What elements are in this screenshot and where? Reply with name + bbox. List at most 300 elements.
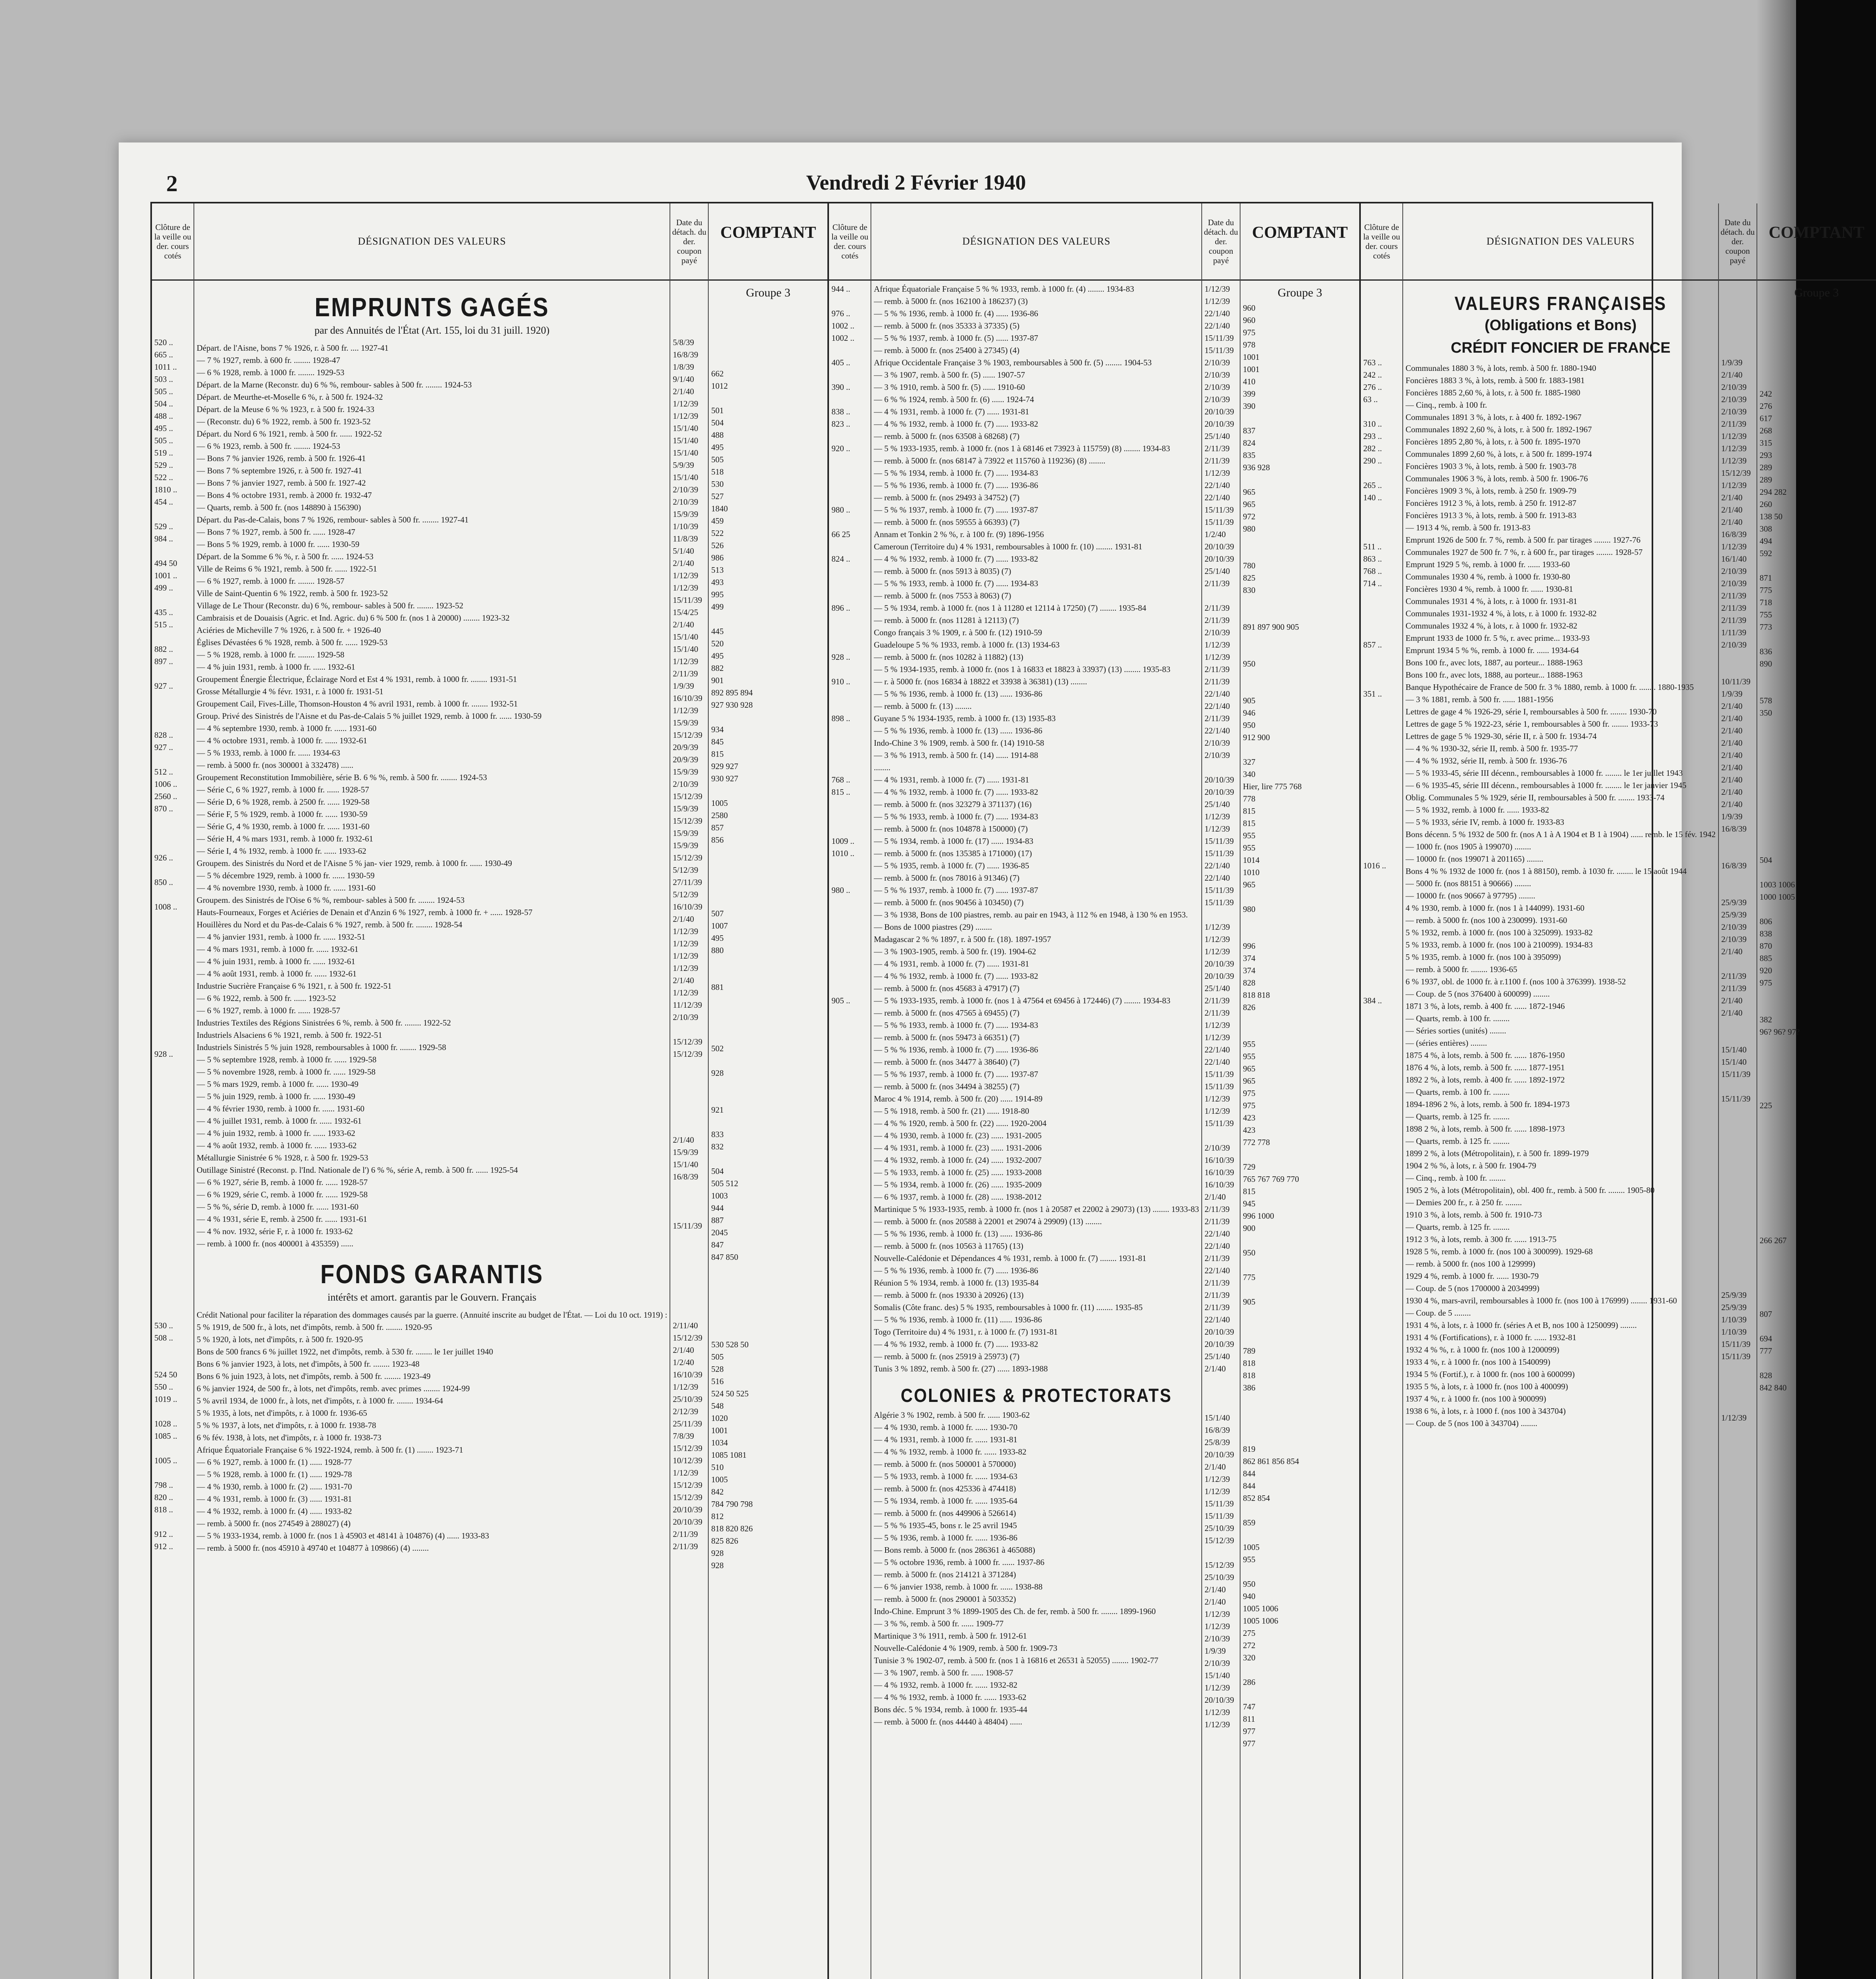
cloture-value: 265 ..	[1363, 481, 1382, 490]
security-name: — 5 % novembre 1928, remb. à 1000 fr. ...... 1929-58	[197, 1067, 376, 1077]
coupon-date: 16/10/39	[673, 902, 702, 912]
comptant-value	[1760, 633, 1874, 646]
coupon-date: 15/11/39	[1721, 1069, 1751, 1079]
coupon-date: 1/12/39	[1205, 640, 1230, 650]
comptant-value	[1760, 1038, 1874, 1050]
cloture-value: 550 ..	[154, 1382, 173, 1392]
security-name: Départ. de la Somme 6 % %, r. à 500 fr. ...... 1924-53	[197, 552, 374, 561]
comptant-value: 423	[1243, 1125, 1256, 1135]
coupon-date	[1721, 1363, 1754, 1375]
comptant-value	[1760, 866, 1874, 879]
coupon-date: 2/10/39	[673, 1012, 698, 1022]
security-name: Communales 1931-1932 4 %, à lots, r. à 1000 fr. 1932-82	[1406, 609, 1597, 618]
cloture-value	[154, 1171, 191, 1183]
coupon-date: 1/12/39	[1205, 1474, 1230, 1484]
security-name: — remb. à 5000 fr. (nos 35333 à 37335) (5)	[874, 321, 1020, 330]
comptant-value: 578	[1759, 696, 1772, 705]
coupon-date: 2/1/40	[673, 976, 694, 985]
coupon-date	[1721, 1081, 1754, 1093]
comptant-value	[711, 355, 825, 368]
designation-header: DÉSIGNATION DES VALEURS	[194, 203, 670, 281]
comptant-value: 294 282	[1759, 487, 1787, 497]
cloture-value	[831, 1620, 868, 1633]
comptant-value: 818 818	[1243, 990, 1270, 1000]
comptant-value: 995	[711, 590, 724, 599]
security-name: — 6 % janvier 1938, remb. à 1000 fr. ...... 1938-88	[874, 1582, 1043, 1592]
cloture-value	[154, 950, 191, 962]
cloture-value: 505 ..	[154, 387, 173, 396]
security-name: — 4 % novembre 1930, remb. à 1000 fr. ...... 1931-60	[197, 883, 376, 893]
security-name: — remb. à 5000 fr. (nos 5913 à 8035) (7)	[874, 566, 1011, 576]
coupon-date: 1/12/39	[1205, 1094, 1230, 1103]
coupon-date: 2/1/40	[1721, 775, 1743, 784]
cloture-value	[154, 1159, 191, 1171]
coupon-date	[673, 1060, 706, 1073]
coupon-date: 7/8/39	[673, 1431, 694, 1441]
coupon-date: 5/12/39	[673, 890, 698, 899]
security-name: — 4 % 1931, remb. à 1000 fr. (23) ...... 1931-2006	[874, 1143, 1042, 1153]
comptant-value	[1760, 903, 1874, 915]
cloture-value	[154, 1073, 191, 1085]
security-name: Lettres de gage 5 % 1922-23, série 1, remboursables à 500 fr. ........ 1933-73	[1406, 719, 1658, 729]
cloture-value	[831, 1240, 868, 1252]
security-name: Foncières 1909 3 %, à lots, remb. à 250 fr. 1909-79	[1406, 486, 1576, 496]
security-name: 1934 5 % (Fortif.), r. à 1000 fr. (nos 100 à 600099)	[1406, 1369, 1575, 1379]
security-name: Communales 1932 4 %, à lots, r. à 1000 fr. 1932-82	[1406, 621, 1578, 631]
cloture-value	[154, 508, 191, 520]
comptant-value	[1243, 1688, 1357, 1701]
coupon-date: 2/1/40	[1721, 1008, 1743, 1018]
cloture-value: 905 ..	[831, 996, 850, 1005]
coupon-date: 15/11/39	[1205, 505, 1234, 515]
cloture-value	[831, 1584, 868, 1596]
coupon-date: 1/12/39	[1205, 1106, 1230, 1116]
comptant-value: 927 930 928	[711, 700, 753, 710]
cloture-value: 928 ..	[154, 1049, 173, 1059]
comptant-value	[1760, 1320, 1874, 1333]
comptant-value	[1243, 474, 1357, 486]
cloture-value	[1363, 786, 1400, 798]
coupon-date: 2/11/39	[1721, 984, 1747, 993]
cloture-value	[1363, 1301, 1400, 1314]
security-name: 4 % 1930, remb. à 1000 fr. (nos 1 à 144099). 1931-60	[1406, 903, 1585, 913]
security-name: — 5 % % 1936, remb. à 1000 fr. (13) ...... 1936-86	[874, 689, 1043, 699]
cloture-value: 824 ..	[831, 554, 850, 564]
comptant-value: 1012	[711, 381, 728, 391]
cloture-value	[154, 1085, 191, 1097]
cloture-value	[831, 577, 868, 590]
comptant-value: 986	[711, 553, 724, 562]
cloture-value	[831, 1314, 868, 1326]
security-name: — remb. à 5000 fr. (nos 425336 à 474418)	[874, 1484, 1016, 1493]
cloture-value	[831, 430, 868, 443]
cloture-value	[1363, 1387, 1400, 1400]
comptant-value: 882	[711, 663, 724, 673]
page-number: 2	[166, 171, 178, 196]
cloture-value	[154, 815, 191, 827]
coupon-date: 25/9/39	[1721, 1303, 1747, 1312]
cloture-value	[831, 982, 868, 995]
security-name: Communales 1891 3 %, à lots, r. à 400 fr. 1892-1967	[1406, 412, 1582, 422]
security-name: 6 % 1937, obl. de 1000 fr. à r.1100 f. (nos 100 à 376399). 1938-52	[1406, 977, 1626, 986]
coupon-date: 2/11/39	[673, 1529, 698, 1539]
comptant-value	[1760, 1124, 1874, 1136]
cloture-value: 140 ..	[1363, 493, 1382, 502]
cloture-value: 928 ..	[831, 652, 850, 662]
comptant-value: 780	[1243, 561, 1256, 570]
cloture-value	[831, 1669, 868, 1682]
cloture-value: 515 ..	[154, 620, 173, 629]
cloture-value	[831, 1449, 868, 1461]
cloture-value: 910 ..	[831, 677, 850, 686]
security-name: 1871 3 %, à lots, remb. à 400 fr. ...... 1872-1946	[1406, 1001, 1565, 1011]
comptant-value: 972	[1243, 512, 1256, 521]
cloture-value	[1363, 602, 1400, 614]
cloture-value	[1363, 1117, 1400, 1130]
cloture-value: 1019 ..	[154, 1394, 177, 1404]
comptant-value: 510	[711, 1462, 724, 1472]
coupon-date: 1/12/39	[1205, 1020, 1230, 1030]
spacer	[673, 1290, 706, 1307]
comptant-value: 975	[1243, 328, 1256, 337]
coupon-date: 1/12/39	[1205, 1487, 1230, 1497]
coupon-date: 15/1/40	[1721, 1057, 1747, 1067]
cloture-value: 850 ..	[154, 877, 173, 887]
coupon-date	[1721, 1252, 1754, 1265]
security-name: Afrique Équatoriale Française 5 % % 1933, remb. à 1000 fr. (4) ........ 1934-83	[874, 284, 1134, 294]
security-name: Métallurgie Sinistrée 6 % 1928, r. à 500 fr. 1929-53	[197, 1153, 368, 1162]
designation-header: DÉSIGNATION DES VALEURS	[1403, 203, 1718, 281]
cloture-value: 66 25	[831, 530, 850, 539]
cloture-value	[1363, 725, 1400, 737]
comptant-value: 2580	[711, 811, 728, 820]
coupon-date: 15/11/39	[1721, 1339, 1751, 1349]
coupon-date: 15/12/39	[673, 816, 702, 826]
coupon-date	[1721, 1191, 1754, 1203]
coupon-date: 15/12/39	[673, 730, 702, 740]
coupon-date: 2/1/40	[1721, 738, 1743, 748]
coupon-date	[1721, 1277, 1754, 1289]
coupon-date: 10/11/39	[1721, 677, 1751, 686]
coupon-date: 2/11/39	[1721, 591, 1747, 600]
security-name: Industrie Sucrière Française 6 % 1921, r. à 500 fr. 1922-51	[197, 981, 392, 991]
coupon-date: 2/10/39	[1205, 395, 1230, 404]
spacer	[673, 1244, 706, 1290]
security-name: 5 % 1935, remb. à 1000 fr. (nos 100 à 395099)	[1406, 952, 1561, 962]
security-name: — 4 % % 1932, série II, remb. à 500 fr. 1936-76	[1406, 756, 1567, 765]
coupon-date: 25/1/40	[1205, 566, 1230, 576]
cloture-value: 863 ..	[1363, 554, 1382, 564]
security-name: — remb. à 5000 fr. (nos 45683 à 47917) (7)	[874, 984, 1020, 993]
security-name: — Bons 4 % octobre 1931, remb. à 2000 fr. 1932-47	[197, 490, 372, 500]
coupon-date: 5/12/39	[673, 865, 698, 875]
coupon-date: 2/11/39	[1205, 1303, 1230, 1312]
security-name: — 4 % % 1932, remb. à 1000 fr. (7) ...... 1933-82	[874, 419, 1038, 429]
coupon-date: 10/12/39	[673, 1456, 702, 1466]
cloture-value	[1363, 627, 1400, 639]
security-name: — 4 % % 1932, remb. à 1000 fr. (7) ...... 1933-82	[874, 787, 1038, 797]
cloture-value: 897 ..	[154, 657, 173, 666]
comptant-value: 505 512	[711, 1179, 738, 1188]
comptant-value	[711, 957, 825, 969]
comptant-value	[1760, 1112, 1874, 1124]
comptant-value: 617	[1759, 414, 1772, 423]
coupon-date: 25/1/40	[1205, 431, 1230, 441]
coupon-date	[1721, 958, 1754, 970]
cloture-value	[831, 749, 868, 762]
coupon-date: 15/1/40	[673, 424, 698, 433]
security-name: — 5000 fr. (nos 88151 à 90666) ........	[1406, 879, 1531, 888]
cloture-value	[831, 1216, 868, 1228]
coupon-date: 1/12/39	[1205, 1720, 1230, 1730]
coupon-date: 15/9/39	[673, 828, 698, 838]
coupon-date: 1/12/39	[1721, 431, 1747, 441]
cloture-value: 714 ..	[1363, 579, 1382, 588]
comptant-value: 1005	[711, 798, 728, 808]
security-name: Foncières 1913 3 %, à lots, remb. à 500 fr. 1913-83	[1406, 511, 1576, 520]
coupon-date: 1/12/39	[1205, 1033, 1230, 1042]
comptant-value: 818 820 826	[711, 1524, 753, 1534]
security-name: Martinique 3 % 1911, remb. à 500 fr. 1912-61	[874, 1631, 1027, 1641]
comptant-value: 266 267	[1759, 1236, 1787, 1245]
cloture-value: 944 ..	[831, 284, 850, 294]
comptant-value	[1760, 744, 1874, 756]
comptant-value: 399	[1243, 389, 1256, 399]
security-name: Afrique Occidentale Française 3 % 1903, remboursables à 500 fr. (5) ........ 1904-53	[874, 358, 1152, 367]
security-name: Tunisie 3 % 1902-07, remb. à 500 fr. (nos 1 à 16816 et 26531 à 52055) ........ 1902-77	[874, 1656, 1159, 1665]
comptant-value	[1243, 646, 1357, 658]
comptant-value	[1760, 756, 1874, 768]
security-name: — 5 % 1933, remb. à 1000 fr. ...... 1934-63	[197, 748, 340, 758]
comptant-value: 901	[711, 676, 724, 685]
cloture-value	[154, 1232, 191, 1244]
cloture-value	[154, 1405, 191, 1418]
comptant-value	[1760, 1161, 1874, 1173]
security-name: — 1000 fr. (nos 1905 à 199070) ........	[1406, 842, 1531, 851]
cloture-column	[1361, 203, 1403, 1979]
cloture-value	[831, 1154, 868, 1166]
comptant-value: 965	[1243, 1064, 1256, 1073]
coupon-date: 2/1/40	[1721, 726, 1743, 735]
comptant-value	[711, 846, 825, 858]
page-date: Vendredi 2 Février 1940	[806, 171, 1026, 194]
comptant-value: 905	[1243, 1297, 1256, 1307]
cloture-value: 390 ..	[831, 382, 850, 392]
cloture-value: 503 ..	[154, 374, 173, 384]
security-name: Bons 100 fr., avec lots, 1887, au porteur... 1888-1963	[1406, 658, 1583, 667]
comptant-value: 815	[1243, 819, 1256, 828]
comptant-value: 530 528 50	[711, 1340, 749, 1350]
cloture-value	[831, 565, 868, 577]
security-name: — 5 % 1932, remb. à 1000 fr. ...... 1933-82	[1406, 805, 1549, 815]
coupon-date: 2/11/39	[1205, 1204, 1230, 1214]
security-name: — 5 % 1934, remb. à 1000 fr. (nos 1 à 11280 et 12114 à 17250) (7) ........ 1935-84	[874, 603, 1146, 613]
comptant-value: 946	[1243, 708, 1256, 718]
comptant-value: 807	[1759, 1309, 1772, 1319]
spacer	[711, 1263, 825, 1309]
security-name: — 5 % 1933-45, série III décenn., remboursables à 1000 fr. ........ le 1er juillet 1943	[1406, 768, 1683, 778]
coupon-date: 2/1/40	[673, 1135, 694, 1145]
coupon-date: 25/9/39	[1721, 1290, 1747, 1300]
security-name: — remb. à 5000 fr. (nos 300001 à 332478) ......	[197, 760, 354, 770]
security-name: Lettres de gage 4 % 1926-29, série I, remboursables à 500 fr. ........ 1930-70	[1406, 707, 1657, 716]
cloture-value	[1363, 1314, 1400, 1326]
comptant-value: 815	[711, 749, 724, 759]
cloture-value: 499 ..	[154, 583, 173, 593]
comptant-value	[1243, 1235, 1357, 1247]
security-name: 1931 4 % (Fortifications), r. à 1000 fr. ...... 1932-81	[1406, 1333, 1576, 1342]
comptant-value: 862 861 856 854	[1243, 1457, 1299, 1466]
cloture-value	[831, 1424, 868, 1436]
coupon-date: 2/1/40	[1721, 947, 1743, 956]
coupon-date: 15/11/39	[1205, 333, 1234, 343]
cloture-value	[831, 737, 868, 749]
comptant-value	[1243, 1333, 1357, 1345]
coupon-date: 15/9/39	[673, 509, 698, 519]
security-name: Églises Dévastées 6 % 1928, remb. à 500 fr. ...... 1929-53	[197, 638, 388, 647]
cloture-value	[1363, 1289, 1400, 1301]
cloture-value	[831, 1363, 868, 1375]
comptant-value: 837	[1243, 426, 1256, 435]
security-name: — 4 % 1930, remb. à 1000 fr. (23) ...... 1931-2005	[874, 1131, 1042, 1140]
security-name: — 3 % 1907, remb. à 500 fr. ...... 1908-57	[874, 1668, 1013, 1677]
comptant-value: 833	[711, 1130, 724, 1139]
cloture-value: 882 ..	[154, 644, 173, 654]
coupon-date: 2/11/39	[1205, 444, 1230, 453]
comptant-value: 1005 1006	[1243, 1616, 1278, 1626]
cloture-value	[831, 1068, 868, 1081]
coupon-date: 15/9/39	[673, 718, 698, 727]
security-name: — 5 % % 1936, remb. à 1000 fr. (7) ...... 1936-86	[874, 1266, 1038, 1275]
security-name: 5 % 1920, à lots, net d'impôts, r. à 500 fr. 1920-95	[197, 1335, 363, 1344]
coupon-date: 1/12/39	[673, 411, 698, 421]
comptant-value	[1760, 376, 1874, 388]
coupon-date: 16/8/39	[1205, 1425, 1230, 1435]
cloture-value: 63 ..	[1363, 395, 1378, 404]
comptant-value: 1034	[711, 1438, 728, 1448]
comptant-value	[1760, 1431, 1874, 1443]
cloture-value	[1363, 774, 1400, 786]
coupon-date: 2/1/40	[673, 914, 694, 924]
security-name: — 4 % nov. 1932, série F, r. à 1000 fr. 1933-62	[197, 1227, 353, 1236]
cloture-header: Clôture de la veille ou der. cours cotés	[152, 203, 193, 281]
security-name: — 4 % août 1931, remb. à 1000 fr. ...... 1932-61	[197, 969, 357, 978]
comptant-value: 592	[1759, 549, 1772, 558]
comptant-value: 960	[1243, 315, 1256, 325]
cloture-value	[831, 970, 868, 982]
comptant-value	[1760, 1050, 1874, 1063]
security-name: — 5 % % 1937, remb. à 1000 fr. (7) ...... 1937-87	[874, 1069, 1038, 1079]
coupon-date: 15/1/40	[673, 644, 698, 654]
comptant-value: 845	[711, 737, 724, 746]
cloture-value	[831, 1289, 868, 1301]
coupon-date: 1/12/39	[1205, 652, 1230, 662]
security-name: 1876 4 %, à lots, remb. à 500 fr. ...... 1877-1951	[1406, 1063, 1565, 1072]
security-name: — Série D, 6 % 1928, remb. à 2500 fr. ...... 1929-58	[197, 797, 370, 807]
cloture-value	[831, 1350, 868, 1363]
security-name: Communales 1906 3 %, à lots, remb. à 500 fr. 1906-76	[1406, 474, 1588, 483]
security-name: Emprunt 1929 5 %, remb. à 1000 fr. ...... 1933-60	[1406, 560, 1570, 569]
security-name: 1930 4 %, mars-avril, remboursables à 1000 fr. (nos 100 à 176999) ........ 1931-60	[1406, 1296, 1677, 1305]
cloture-value: 293 ..	[1363, 431, 1382, 441]
coupon-date	[1721, 1400, 1754, 1412]
security-name: Emprunt 1933 de 1000 fr. 5 %, r. avec prime... 1933-93	[1406, 633, 1590, 643]
comptant-value: 892 895 894	[711, 688, 753, 697]
security-name: Guyane 5 % 1934-1935, remb. à 1000 fr. (13) 1935-83	[874, 714, 1056, 723]
security-name: — (séries entières) ........	[1406, 1038, 1487, 1048]
comptant-value: 289	[1759, 475, 1772, 484]
security-name: — 5 % % 1936, remb. à 1000 fr. (13) ...... 1936-86	[874, 1229, 1043, 1238]
coupon-date: 16/8/39	[673, 350, 698, 359]
comptant-value	[1243, 1529, 1357, 1541]
coupon-date: 15/11/39	[1205, 346, 1234, 355]
cloture-value	[831, 1571, 868, 1584]
coupon-date: 2/1/40	[1721, 763, 1743, 772]
comptant-value: 528	[711, 1364, 724, 1374]
security-name: — 6 % 1935-45, série III décenn., remboursables à 1000 fr. ........ le 1er janvier 1945	[1406, 781, 1686, 790]
security-name: — 6 % 1928, remb. à 1000 fr. ........ 1929-53	[197, 368, 345, 377]
comptant-value: 965	[1243, 880, 1256, 889]
comptant-value: 955	[1243, 1052, 1256, 1061]
security-name: — remb. à 5000 fr. (nos 90456 à 103450) (7)	[874, 898, 1024, 907]
security-name: — 5 % septembre 1928, remb. à 1000 fr. ...... 1929-58	[197, 1055, 377, 1064]
cloture-value	[831, 393, 868, 406]
comptant-value: 505	[711, 1352, 724, 1362]
comptant-value: 527	[711, 492, 724, 501]
coupon-date: 2/11/39	[1205, 1278, 1230, 1288]
cloture-value	[1363, 651, 1400, 663]
comptant-value: 871	[1759, 573, 1772, 583]
spacer	[154, 1290, 191, 1307]
coupon-date	[673, 1097, 706, 1109]
security-name: — 4 % 1931, série E, remb. à 2500 fr. ...... 1931-61	[197, 1214, 368, 1224]
security-name: — remb. à 5000 fr. (nos 68147 à 73922 et 115760 à 119236) (8) ........	[874, 456, 1106, 465]
cloture-value	[154, 668, 191, 680]
coupon-date: 2/1/40	[1721, 493, 1743, 502]
security-name: — remb. à 5000 fr. (nos 135385 à 171000) (17)	[874, 849, 1032, 858]
coupon-date: 2/11/39	[673, 1542, 698, 1552]
comptant-value: 789	[1243, 1346, 1256, 1356]
security-name: — 4 % % 1932, remb. à 1000 fr. (7) ...... 1933-82	[874, 554, 1038, 564]
security-name: — 5 % 1934, remb. à 1000 fr. ...... 1935-64	[874, 1496, 1018, 1506]
coupon-date: 1/12/39	[1205, 1622, 1230, 1631]
security-name: — 5 % 1933-1935, remb. à 1000 fr. (nos 1 à 68146 et 73923 à 115759) (8) ........ 1934-83	[874, 444, 1170, 453]
comptant-value	[1760, 1419, 1874, 1431]
comptant-value	[1760, 1394, 1874, 1406]
security-name: — remb. à 5000 fr. (nos 162100 à 186237) (3)	[874, 296, 1028, 306]
comptant-value: 386	[1243, 1383, 1256, 1392]
comptant-value	[1760, 793, 1874, 805]
cloture-value: 768 ..	[1363, 566, 1382, 576]
coupon-date: 1/10/39	[1721, 1327, 1747, 1337]
coupon-date: 2/10/39	[673, 779, 698, 789]
coupon-date: 1/12/39	[673, 939, 698, 948]
comptant-value: 857	[711, 823, 724, 832]
security-name: — remb. à 5000 fr. (nos 449906 à 526614)	[874, 1508, 1016, 1518]
coupon-date: 16/10/39	[1205, 1155, 1234, 1165]
coupon-date: 20/10/39	[1205, 971, 1234, 981]
security-name: — remb. à 5000 fr. (nos 25400 à 27345) (4)	[874, 346, 1020, 355]
coupon-date: 2/10/39	[1721, 579, 1747, 588]
coupon-date: 2/10/39	[673, 485, 698, 494]
spacer	[711, 1309, 825, 1326]
coupon-date	[1721, 884, 1754, 896]
security-name: — 5 % % 1936, remb. à 1000 fr. (7) ...... 1936-86	[874, 481, 1038, 490]
cloture-value	[831, 1645, 868, 1657]
comptant-value: 885	[1759, 953, 1772, 963]
security-name: — Bons 7 % septembre 1926, r. à 500 fr. 1927-41	[197, 466, 362, 475]
comptant-value	[1760, 1063, 1874, 1075]
